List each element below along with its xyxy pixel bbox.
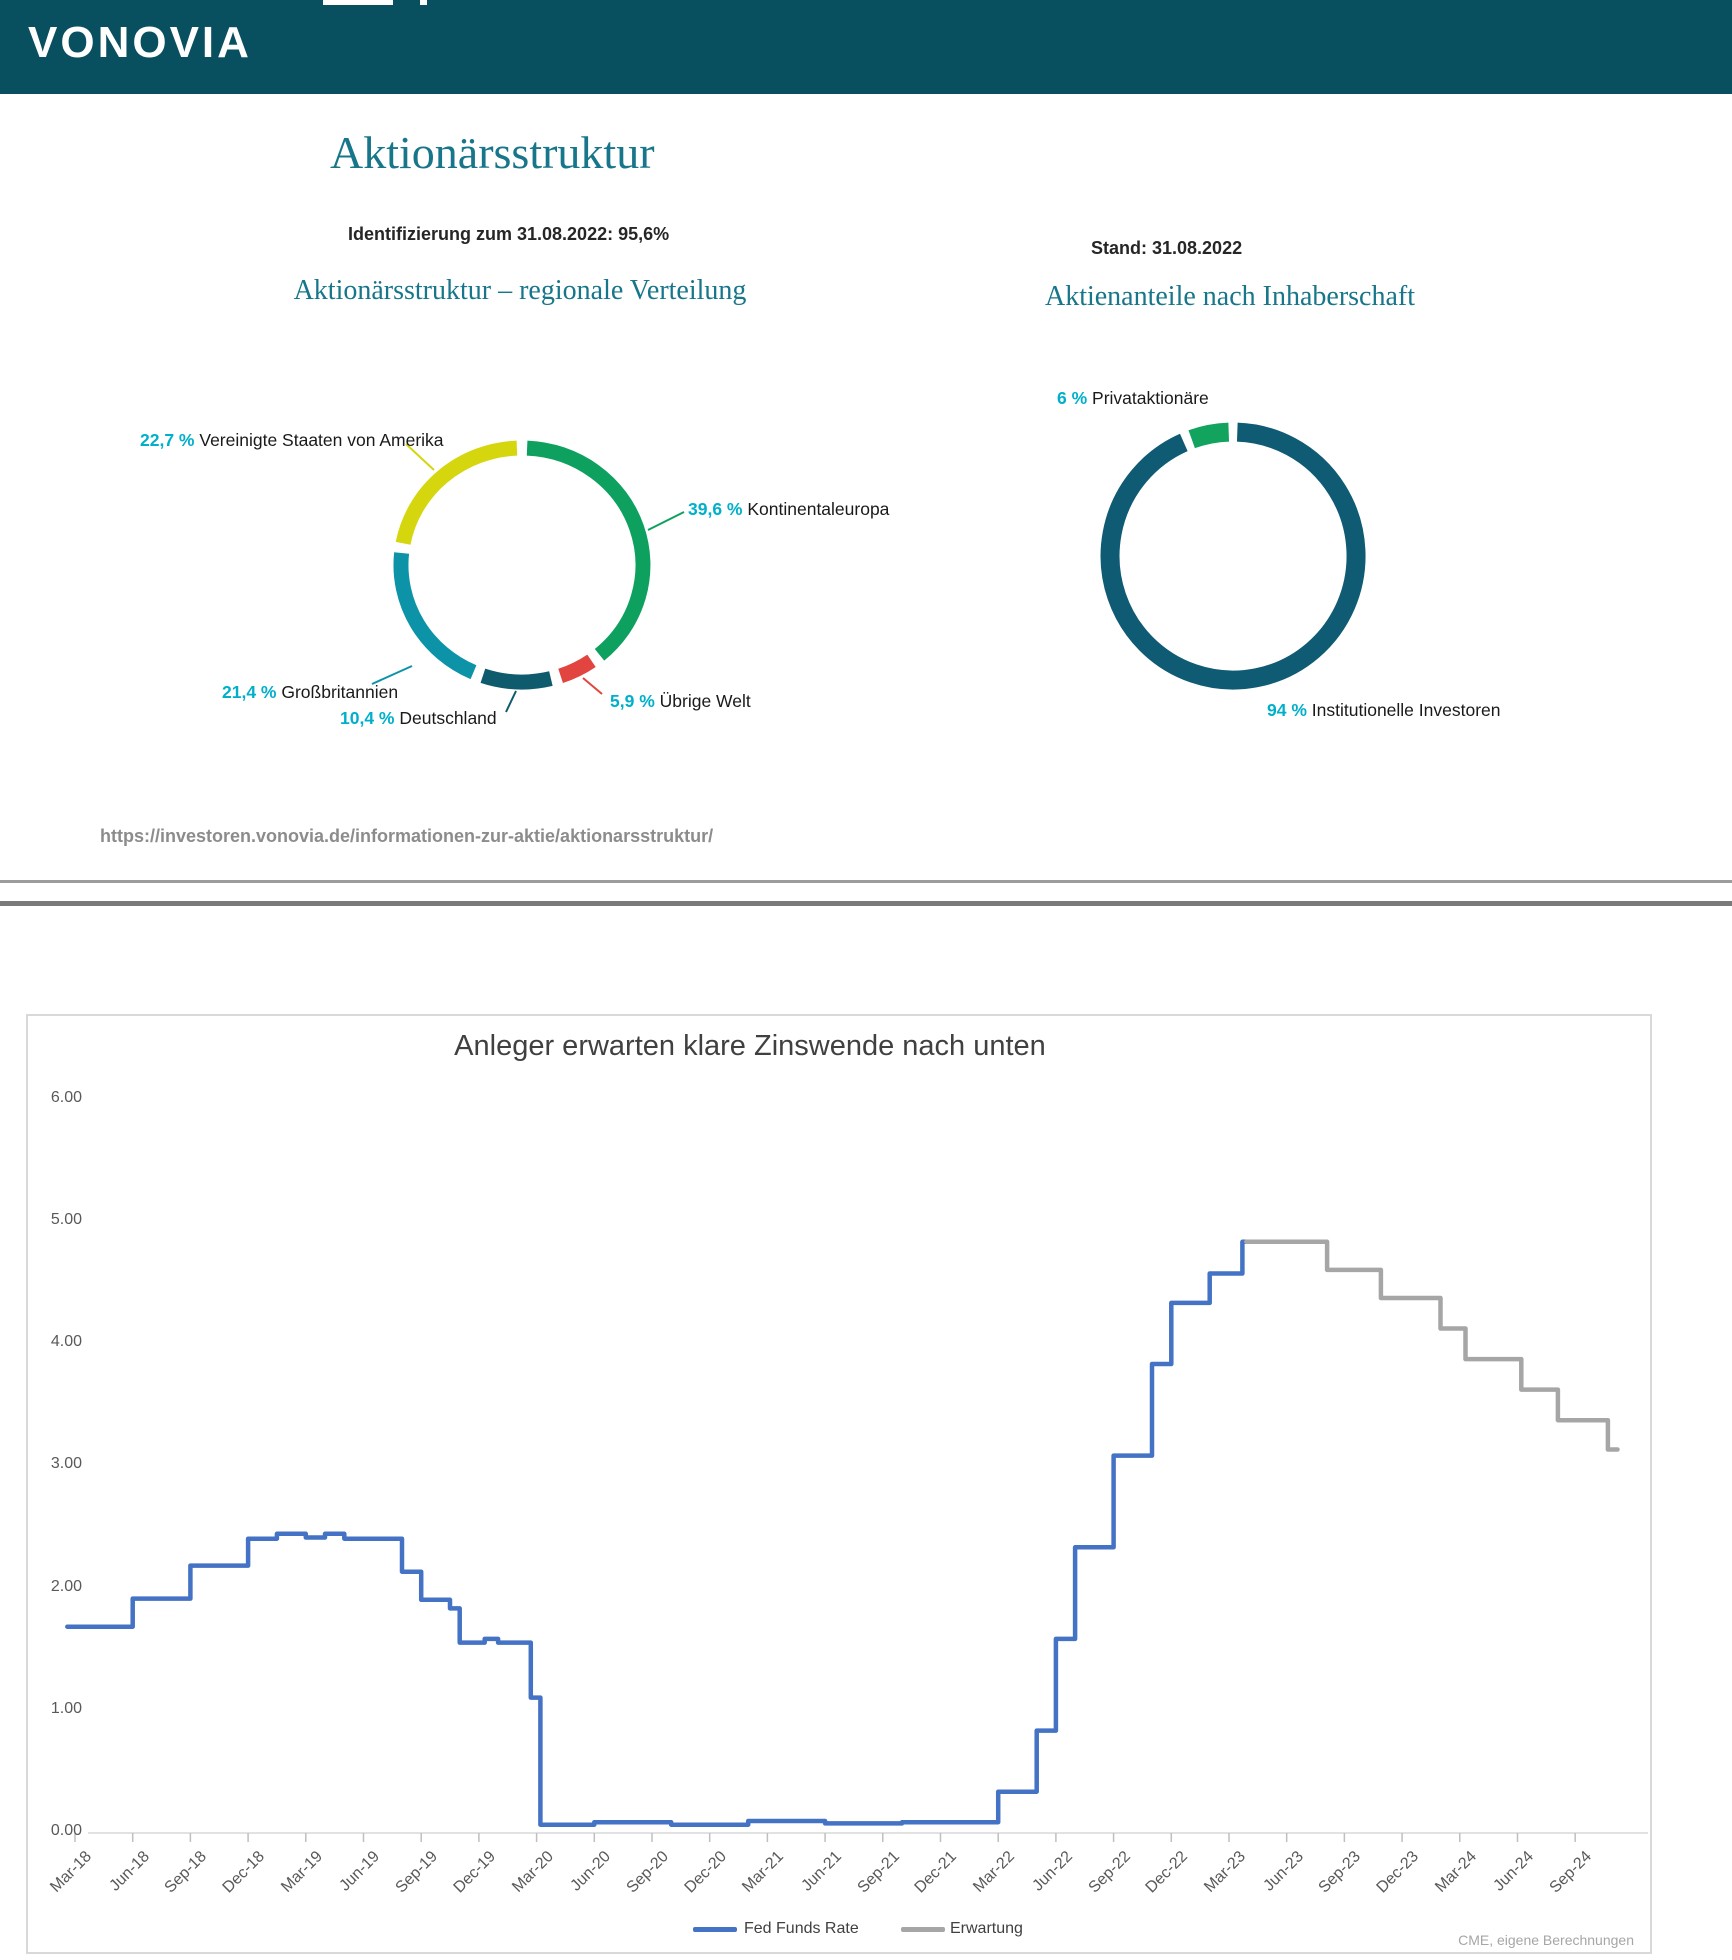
x-axis-label-Mar-24: Mar-24 [1431, 1848, 1480, 1896]
x-axis-label-Mar-20: Mar-20 [508, 1848, 557, 1896]
line-chart-title: Anleger erwarten klare Zinswende nach unten [454, 1030, 1046, 1062]
y-axis-label-6.00: 6.00 [50, 1088, 82, 1106]
segment-name-grossbritannien: Großbritannien [281, 682, 399, 702]
x-axis-label-Sep-18: Sep-18 [161, 1848, 211, 1897]
x-axis-label-Dec-22: Dec-22 [1142, 1848, 1192, 1897]
page-title: Aktionärsstruktur [330, 127, 655, 178]
y-axis-label-3.00: 3.00 [50, 1455, 82, 1473]
donut-segment-Privataktionäre [1192, 432, 1229, 439]
leader-line-kontinentaleuropa [648, 512, 684, 530]
segment-pct-institutionelle: 94 % [1267, 700, 1307, 720]
x-axis-label-Jun-19: Jun-19 [336, 1848, 384, 1895]
segment-pct-privataktionaere: 6 % [1057, 388, 1088, 408]
x-axis-label-Sep-22: Sep-22 [1085, 1848, 1134, 1897]
screenshot-notch [323, 0, 393, 5]
x-axis-label-Sep-23: Sep-23 [1315, 1848, 1365, 1897]
x-axis-label-Sep-20: Sep-20 [623, 1848, 673, 1897]
y-axis-label-4.00: 4.00 [50, 1333, 82, 1351]
chart-source-note: CME, eigene Berechnungen [1458, 1932, 1634, 1948]
header-bar [0, 0, 1732, 94]
segment-pct-kontinentaleuropa: 39,6 % [688, 499, 743, 519]
donut-segment-Übrige Welt [561, 661, 592, 676]
identification-note: Identifizierung zum 31.08.2022: 95,6% [348, 224, 670, 244]
source-url: https://investoren.vonovia.de/informationen-zur-aktie/aktionarsstruktur/ [100, 826, 714, 846]
donut-segment-Kontinentaleuropa [527, 448, 643, 655]
as-of-date: Stand: 31.08.2022 [1091, 238, 1243, 258]
segment-pct-deutschland: 10,4 % [340, 708, 395, 728]
segment-name-privataktionaere: Privataktionäre [1092, 388, 1209, 408]
y-axis-label-2.00: 2.00 [50, 1577, 82, 1595]
x-axis-label-Jun-23: Jun-23 [1260, 1848, 1307, 1895]
x-axis-label-Sep-24: Sep-24 [1546, 1848, 1596, 1897]
x-axis-label-Dec-18: Dec-18 [219, 1848, 269, 1897]
leader-line-uebrige-welt [583, 678, 602, 694]
y-axis-label-0.00: 0.00 [50, 1822, 82, 1839]
x-axis-label-Mar-19: Mar-19 [277, 1848, 326, 1896]
legend-label-erwartung: Erwartung [950, 1920, 1023, 1937]
segment-name-deutschland: Deutschland [399, 708, 497, 728]
x-axis-label-Mar-22: Mar-22 [970, 1848, 1019, 1896]
vonovia-logo: VONOVIA [28, 18, 252, 67]
x-axis-label-Jun-18: Jun-18 [106, 1848, 153, 1895]
line-chart-frame [26, 1014, 1652, 1954]
regional-donut-title: Aktionärsstruktur – regionale Verteilung [293, 275, 747, 306]
donut-charts-canvas [0, 0, 1732, 960]
x-axis-label-Sep-19: Sep-19 [392, 1848, 442, 1897]
x-axis-label-Dec-23: Dec-23 [1373, 1848, 1423, 1897]
x-axis-label-Sep-21: Sep-21 [854, 1848, 903, 1897]
donut-segment-Deutschland [483, 676, 551, 682]
segment-label-uebrige-welt [610, 691, 751, 712]
leader-line-deutschland [506, 691, 516, 712]
donut-segment-Institutionelle Investoren [1110, 432, 1356, 680]
ownership-donut-title: Aktienanteile nach Inhaberschaft [1044, 281, 1416, 312]
divider-line-thin [0, 880, 1732, 883]
donut-segment-Vereinigte Staaten von Amerika [403, 448, 517, 543]
x-axis-label-Dec-19: Dec-19 [450, 1848, 499, 1897]
segment-label-deutschland [340, 708, 497, 729]
x-axis-label-Mar-18: Mar-18 [47, 1848, 96, 1896]
x-axis-label-Jun-22: Jun-22 [1029, 1848, 1076, 1895]
segment-label-usa [140, 430, 444, 451]
screenshot-notch [420, 0, 427, 5]
divider-line-thick [0, 901, 1732, 906]
segment-pct-grossbritannien: 21,4 % [222, 682, 277, 702]
x-axis-label-Jun-20: Jun-20 [567, 1848, 615, 1895]
x-axis-label-Jun-21: Jun-21 [798, 1848, 846, 1895]
x-axis-label-Mar-23: Mar-23 [1201, 1848, 1249, 1896]
segment-pct-uebrige-welt: 5,9 % [610, 691, 655, 711]
segment-name-institutionelle: Institutionelle Investoren [1311, 700, 1501, 720]
y-axis-label-5.00: 5.00 [50, 1211, 82, 1228]
y-axis-label-1.00: 1.00 [50, 1699, 82, 1717]
segment-name-usa: Vereinigte Staaten von Amerika [199, 430, 444, 450]
segment-label-kontinentaleuropa [688, 499, 889, 520]
legend-label-fed-funds-rate: Fed Funds Rate [744, 1920, 859, 1937]
x-axis-label-Jun-24: Jun-24 [1490, 1848, 1538, 1895]
legend-swatch-erwartung [901, 1927, 945, 1932]
segment-label-institutionelle [1267, 700, 1501, 721]
x-axis-label-Mar-21: Mar-21 [739, 1848, 788, 1896]
x-axis-label-Dec-21: Dec-21 [912, 1848, 961, 1897]
segment-name-uebrige-welt: Übrige Welt [659, 691, 751, 711]
legend-swatch-fed-funds-rate [693, 1927, 737, 1932]
segment-label-privataktionaere [1057, 388, 1209, 409]
segment-name-kontinentaleuropa: Kontinentaleuropa [747, 499, 890, 519]
x-axis-label-Dec-20: Dec-20 [681, 1848, 730, 1897]
segment-label-grossbritannien [222, 682, 398, 703]
donut-segment-Großbritannien [401, 553, 474, 672]
segment-pct-usa: 22,7 % [140, 430, 195, 450]
